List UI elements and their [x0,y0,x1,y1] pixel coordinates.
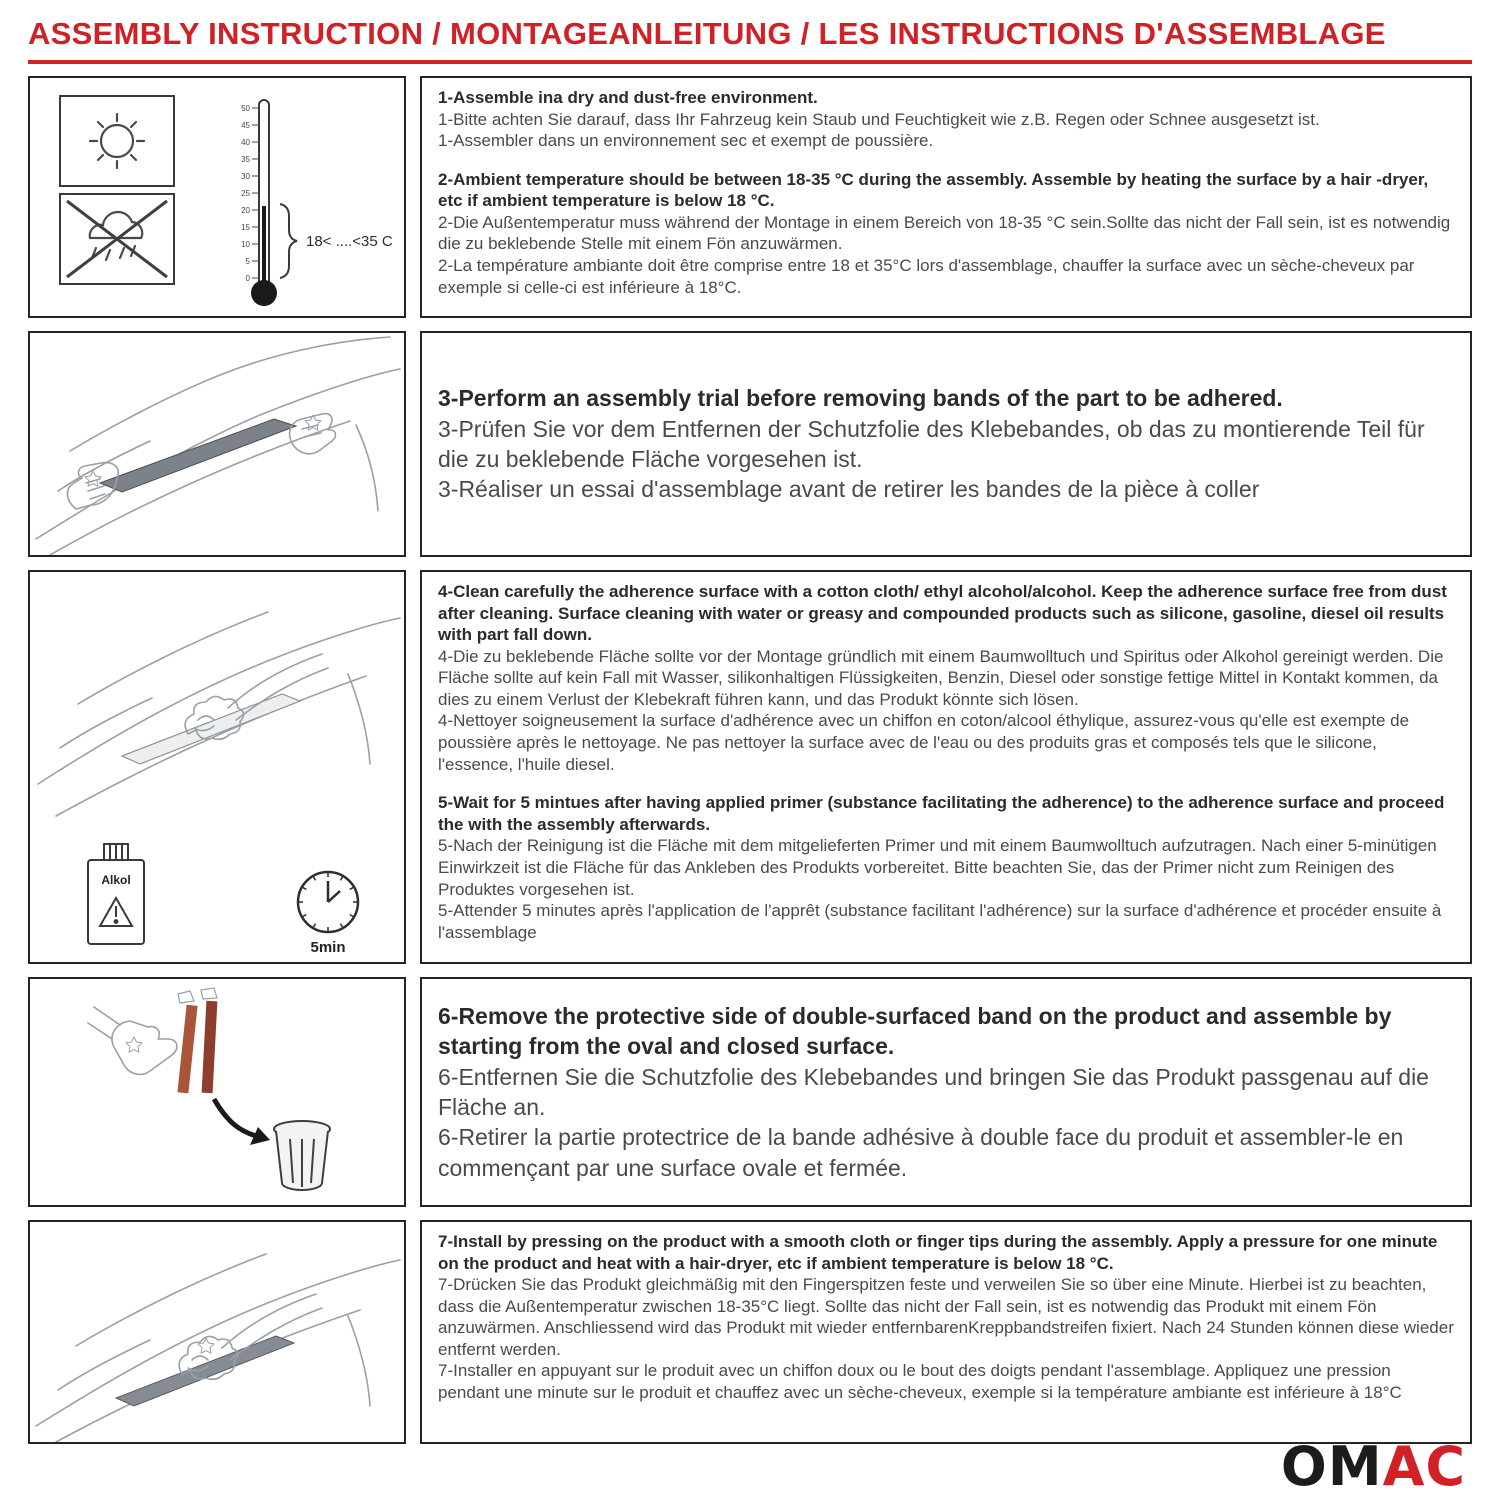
section-cleaning-text [420,570,1472,964]
instruction-fr: 5-Attender 5 minutes après l'application de l'apprêt (substance facilitant l'adhérence) sur la surface d'adhérence et procéder ensuite à l'assemblage [438,901,1442,942]
door-sill-sketch [38,612,400,816]
clock-label: 5min [310,939,346,956]
svg-text:5: 5 [245,257,250,266]
thermometer-icon [241,100,277,306]
section-assembly-trial [28,331,1472,557]
assembly-trial-illustration [28,331,406,557]
pressing-illustration [28,1220,406,1444]
svg-text:45: 45 [241,121,250,130]
instruction-en: 5-Wait for 5 mintues after having applied primer (substance facilitating the adherence) to the adherence surface and proceed the with the assembly afterwards. [438,793,1445,834]
warning-triangle-icon [100,898,132,926]
instruction-fr: 4-Nettoyer soigneusement la surface d'adhérence avec un chiffon en coton/alcool éthylique, assurez-vous qu'elle est exempte de poussière après le nettoyage. Ne pas nettoyer la surface avec de l'eau ou des produits gras et composés tels que le silicone, l'essence, l'huile diesel. [438,711,1410,774]
svg-text:0: 0 [245,274,250,283]
trash-bin-icon [274,1121,330,1190]
sill-trim-strip [116,1336,294,1406]
band-removal-illustration [28,977,406,1207]
section-remove-band [28,977,1472,1207]
instruction-fr: 3-Réaliser un essai d'assemblage avant de retirer les bandes de la pièce à coller [438,476,1260,503]
clock-icon [298,872,358,956]
omac-logo-ac: AC [1382,1435,1466,1498]
section-remove-band-text [420,977,1472,1207]
section-assembly-trial-text [420,331,1472,557]
instruction-de: 7-Drücken Sie das Produkt gleichmäßig mit den Fingerspitzen feste und verweilen Sie so über eine Minute. Hierbei ist zu beachten, dass die Außentemperatur zwischen 18-35°C liegt. Sollte das nicht der Fall sein, ist es notwendig das Produkt mit einem Fön anzuwärmen. Anschliessend wird das Produkt mit wieder entfernbarenKreppbandstreifen fixiert. Nach 24 Stunden können diese wieder entfernt werden. [438,1275,1454,1359]
spacer [438,152,1454,169]
instruction-en: 4-Clean carefully the adherence surface with a cotton cloth/ ethyl alcohol/alcohol. Keep the adherence surface free from dust after cleaning. Surface cleaning with water or greasy and compounded products such as silicone, gasoline, diesel oil results with part fall down. [438,582,1447,645]
instruction-de: 2-Die Außentemperatur muss während der Montage in einem Bereich von 18-35 °C sein.Sollte das nicht der Fall sein, ist es notwendig die zu beklebende Stelle mit einem Fön anzuwärmen. [438,212,1451,254]
omac-logo-om: OM [1280,1435,1383,1498]
sun-icon [90,114,144,168]
svg-text:25: 25 [241,189,250,198]
svg-text:15: 15 [241,223,250,232]
svg-text:30: 30 [241,172,250,181]
door-sill-sketch [36,1254,400,1442]
band-removal-svg [30,979,404,1205]
svg-text:10: 10 [241,240,250,249]
instruction-de: 4-Die zu beklebende Fläche sollte vor der Montage gründlich mit einem Baumwolltuch und Spiritus oder Alkohol gereinigt werden. Die Fläche sollte auf kein Fall mit Wasser, silikonhaltigen Flüssigkeiten, Benzin, Diesel oder sonstige fettige Mittel in Kontakt kommen, da dies zu einem Verlust der Klebekraft führen kann, und das Produkt könnte sich lösen. [438,646,1444,709]
thermometer-scale [241,104,250,283]
alcohol-bottle-icon [88,844,144,944]
range-bracket [280,204,297,278]
page-title: ASSEMBLY INSTRUCTION / MONTAGEANLEITUNG / LES INSTRUCTIONS D'ASSEMBLAGE [28,16,1386,51]
title-underline [28,60,1472,64]
omac-logo [1280,1435,1466,1498]
pressing-svg [30,1222,404,1442]
svg-text:40: 40 [241,138,250,147]
section-cleaning [28,570,1472,964]
instruction-en: 1-Assemble ina dry and dust-free environment. [438,88,818,107]
svg-text:20: 20 [241,206,250,215]
climate-illustration [28,76,406,318]
section-environment [28,76,1472,318]
instruction-de: 3-Prüfen Sie vor dem Entfernen der Schutzfolie des Klebebandes, ob das zu montierende Teil für die zu beklebende Fläche vorgesehen ist. [438,415,1425,472]
instruction-en: 7-Install by pressing on the product with a smooth cloth or finger tips during the assembly. Apply a pressure for one minute on the product and heat with a hair-dryer, etc if ambient temperature is below 18 °C. [438,1232,1438,1273]
climate-illustration-svg [30,78,404,316]
temperature-range-label: 18< ....<35 C [306,233,393,250]
no-rain-box [60,194,174,284]
instruction-fr: 6-Retirer la partie protectrice de la bande adhésive à double face du produit et assembler-le en commençant par une surface ovale et fermée. [438,1124,1404,1181]
instruction-de: 1-Bitte achten Sie darauf, dass Ihr Fahrzeug kein Staub und Feuchtigkeit wie z.B. Regen oder Schnee ausgesetzt ist. [438,109,1320,129]
arrow [214,1099,256,1136]
section-pressing [28,1220,1472,1444]
adhesive-bands [177,988,217,1093]
sun-box [60,96,174,186]
instruction-en: 3-Perform an assembly trial before removing bands of the part to be adhered. [438,385,1283,412]
bottle-label: Alkol [101,873,131,887]
cleaning-svg [30,572,404,962]
instruction-fr: 2-La température ambiante doit être comprise entre 18 et 35°C lors d'assemblage, chauffer la surface avec un sèche-cheveux par exemple si celle-ci est inférieure à 18°C. [438,256,1415,297]
cleaning-illustration [28,570,406,964]
instruction-en: 2-Ambient temperature should be between 18-35 °C during the assembly. Assemble by heating the surface by a hair -dryer, etc if ambient temperature is below 18 °C. [438,169,1429,211]
instruction-en: 6-Remove the protective side of double-surfaced band on the product and assemble by starting from the oval and closed surface. [438,1002,1392,1060]
instruction-fr: 7-Installer en appuyant sur le produit avec un chiffon doux ou le bout des doigts pendant l'assemblage. Appliquez une pression pendant une minute sur le produit et chauffez avec un sèche-cheveux, exemple si la température ambiante est inférieure à 18°C [438,1361,1402,1403]
section-pressing-text [420,1220,1472,1444]
assembly-trial-svg [30,333,404,555]
section-environment-text [420,76,1472,318]
svg-text:35: 35 [241,155,250,164]
instruction-de: 5-Nach der Reinigung ist die Fläche mit dem mitgelieferten Primer und mit einem Baumwolltuch aufzutragen. Nach einer 5-minütigen Einwirkzeit ist die Fläche für das Ankleben des Produkts vorbereitet. Bitte beachten Sie, das der Primer nicht zum Reinigen des Produktes vorgesehen ist. [438,836,1437,899]
svg-text:50: 50 [241,104,250,113]
peeling-hand-icon [88,1007,177,1074]
instruction-de: 6-Entfernen Sie die Schutzfolie des Klebebandes und bringen Sie das Produkt passgenau auf die Fläche an. [438,1063,1429,1120]
spacer [438,775,1454,792]
instruction-fr: 1-Assembler dans un environnement sec et exempt de poussière. [438,131,934,151]
